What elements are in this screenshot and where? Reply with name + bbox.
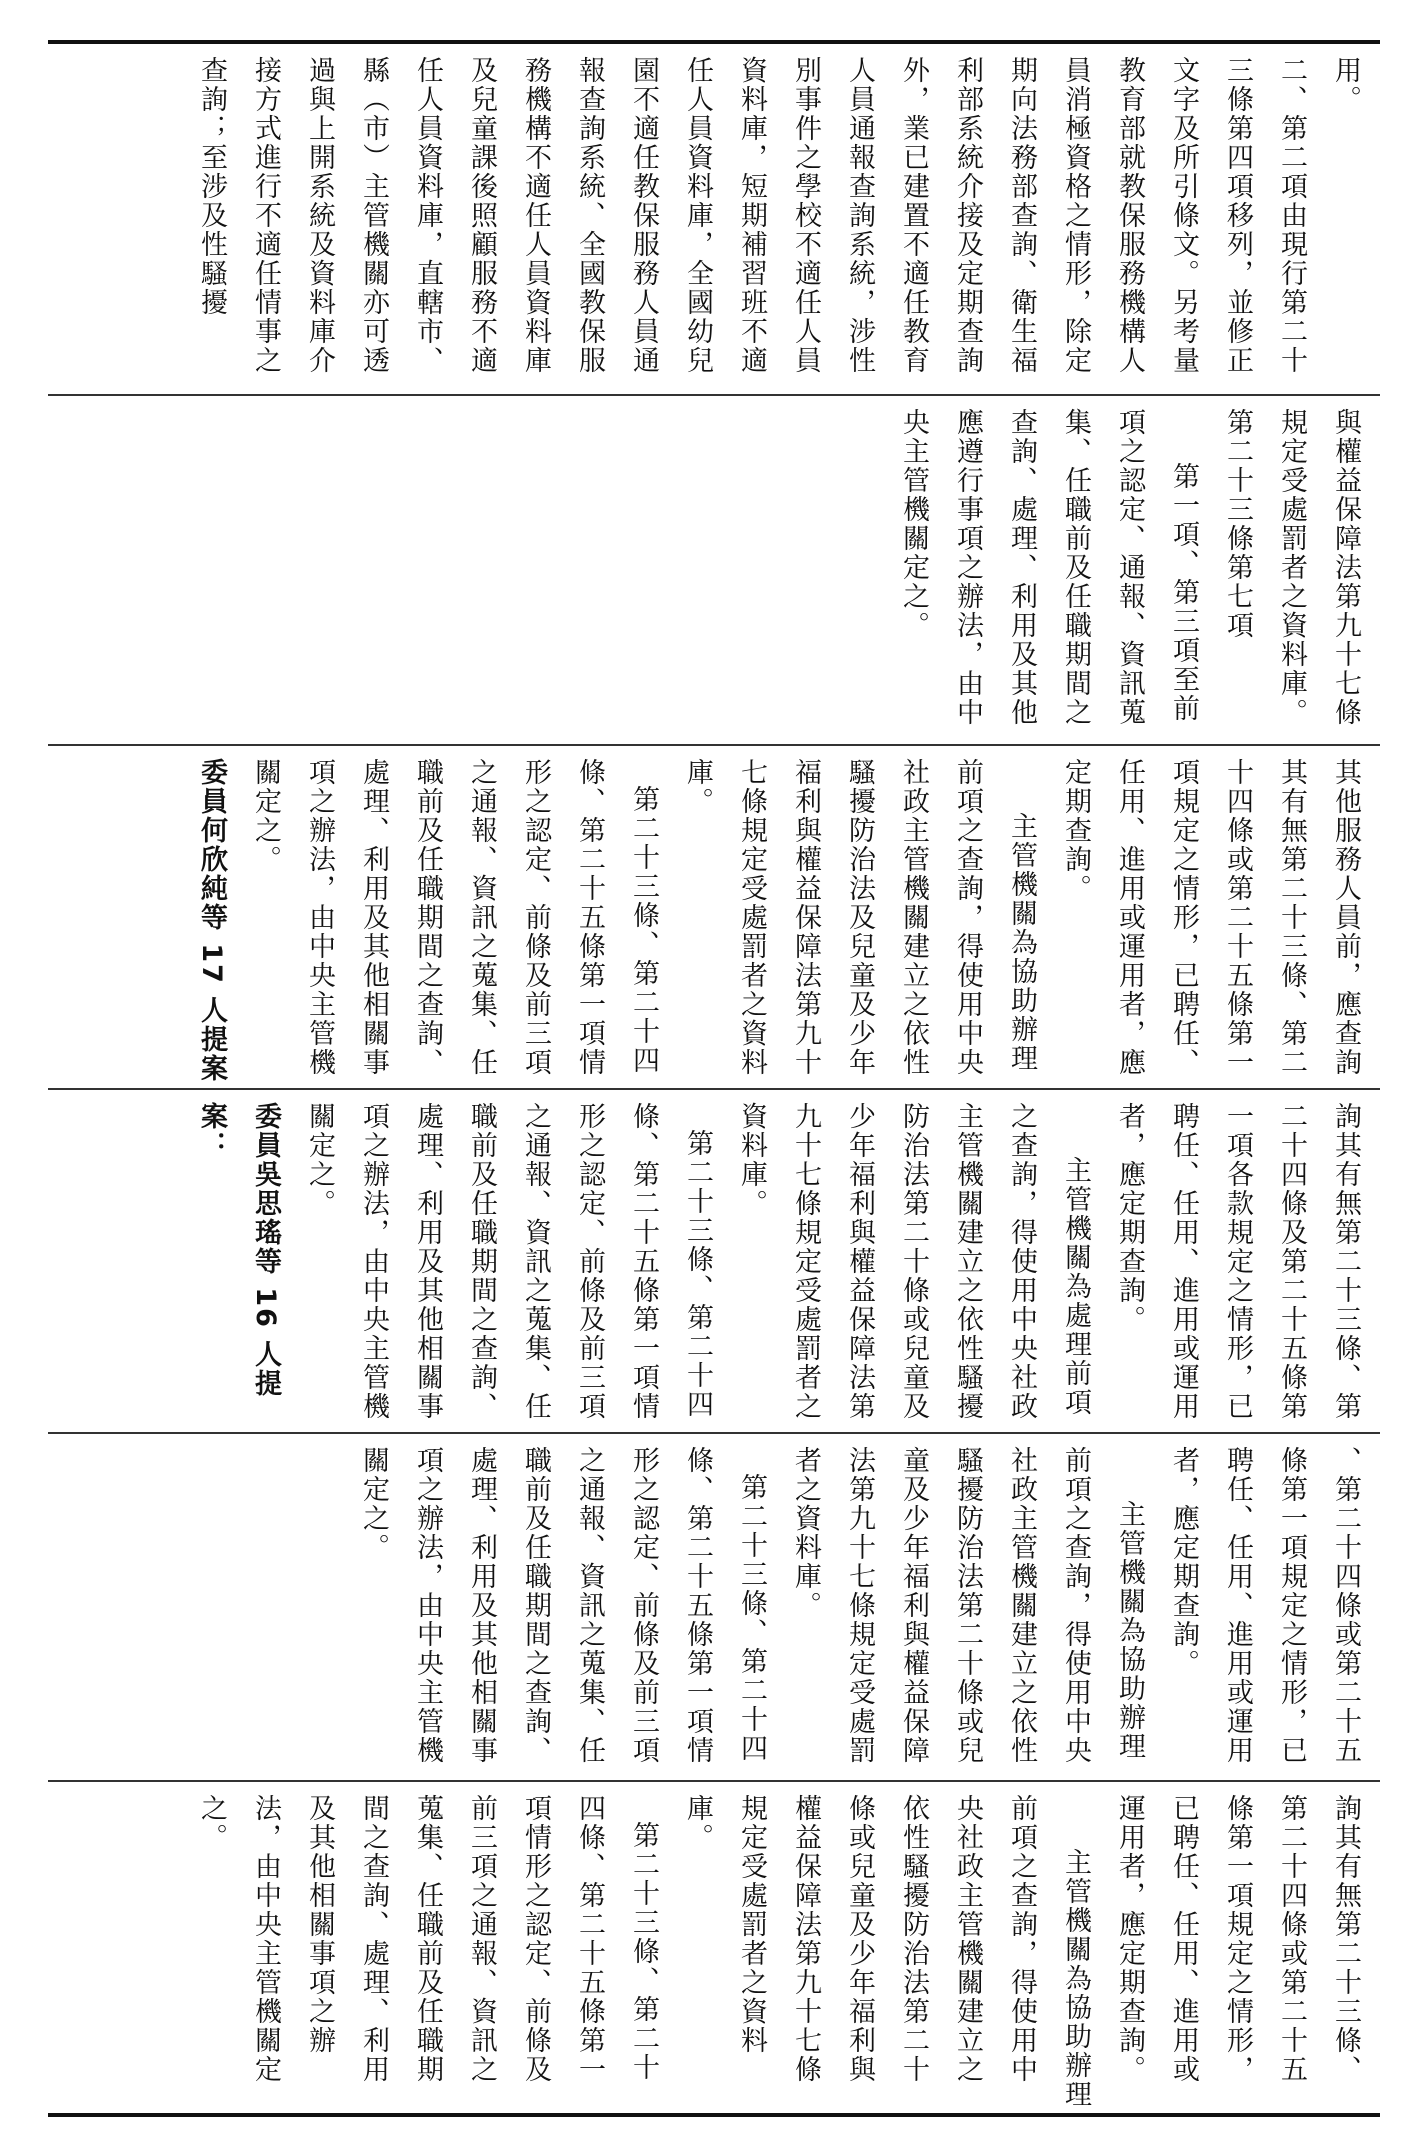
paragraph: 第二十三條、第二十四條、第二十五條第一項情形之認定、前條及前三項之通報、資訊之蒐集、任職前及任職期間之查詢、處理、利用及其他相關事項之辦法，由中央主管機關定之。 [196, 1794, 659, 2084]
paragraph: 第二十三條、第二十四條、第二十五條第一項情形之認定、前條及前三項之通報、資訊之蒐集、任職前及任職期間之查詢、處理、利用及其他相關事項之辦法，由中央主管機關定之。 [358, 1446, 767, 1765]
column-separator [48, 1088, 1380, 1090]
column-proposal-16 [56, 1094, 1372, 1430]
paragraph: 第一項、第三項至前項之認定、通報、資訊蒐集、任職前及任職期間之查詢、處理、利用及其他應遵行事項之辦法，由中央主管機關定之。 [898, 408, 1199, 727]
paragraph: 用。 [1330, 56, 1361, 114]
proposer-signature: 委員吳思瑤等 16 人提案： [196, 1102, 281, 1399]
column-separator [48, 1780, 1380, 1782]
proposer-signature: 委員何欣純等 17 人提案 [196, 758, 227, 1084]
column-proposal-b [56, 1786, 1372, 2110]
paragraph: 、第二十四條或第二十五條第一項規定之情形，已聘任、任用、進用或運用者，應定期查詢。 [1168, 1446, 1361, 1765]
paragraph: 主管機關為協助辦理前項之查詢，得使用中央社政主管機關建立之依性騷擾防治法第二十條或兒童及少年福利與權益保障法第九十七條規定受處罰者之資料庫。 [682, 1794, 1091, 2109]
paragraph: 主管機關為協助辦理前項之查詢，得使用中央社政主管機關建立之依性騷擾防治法第二十條或兒童及少年福利與權益保障法第九十七條規定受處罰者之資料庫。 [790, 1446, 1145, 1765]
column-separator [48, 394, 1380, 396]
bottom-rule [48, 2113, 1380, 2117]
top-rule [48, 40, 1380, 44]
paragraph: 主管機關為協助辦理前項之查詢，得使用中央社政主管機關建立之依性騷擾防治法及兒童及少年福利與權益保障法第九十七條規定受處罰者之資料庫。 [682, 758, 1037, 1077]
column-current-law [56, 400, 1372, 742]
paragraph: 二、第二項由現行第二十三條第四項移列，並修正文字及所引條文。另考量教育部就教保服務機構人員消極資格之情形，除定期向法務部查詢、衛生福利部系統介接及定期查詢外，業已建置不適任教育人員通報查詢系統，涉性別事件之學校不適任人員資料庫，短期補習班不適任人員資料庫，全國幼兒園不適任教保服務人員通報查詢系統、全國教保服務機構不適任人員資料庫及兒童課後照顧服務不適任人員資料庫，直轄市、縣（市）主管機關亦可透過與上開系統及資料庫介接方式進行不適任情事之查詢；至涉及性騷擾 [196, 56, 1307, 375]
paragraph: 主管機關為處理前項之查詢，得使用中央社政主管機關建立之依性騷擾防治法第二十條或兒童及少年福利與權益保障法第九十七條規定受處罰者之資料庫。 [736, 1102, 1091, 1421]
paragraph: 詢其有無第二十三條、第二十四條及第二十五條第一項各款規定之情形，已聘任、任用、進用或運用者，應定期查詢。 [1114, 1102, 1361, 1421]
column-proposal-17 [56, 750, 1372, 1086]
paragraph: 詢其有無第二十三條、第二十四條或第二十五條第一項規定之情形，已聘任、任用、進用或運用者，應定期查詢。 [1114, 1794, 1361, 2084]
paragraph: 第二十三條、第二十四條、第二十五條第一項情形之認定、前條及前三項之通報、資訊之蒐集、任職前及任職期間之查詢、處理、利用及其他相關事項之辦法，由中央主管機關定之。 [250, 758, 659, 1077]
paragraph: 其他服務人員前，應查詢其有無第二十三條、第二十四條或第二十五條第一項規定之情形，已聘任、任用、進用或運用者，應定期查詢。 [1060, 758, 1361, 1077]
paragraph: 第二十三條、第二十四條、第二十五條第一項情形之認定、前條及前三項之通報、資訊之蒐集、任職前及任職期間之查詢、處理、利用及其他相關事項之辦法，由中央主管機關定之。 [304, 1102, 713, 1421]
column-explanation [56, 48, 1372, 392]
column-separator [48, 744, 1380, 746]
paragraph: 與權益保障法第九十七條規定受處罰者之資料庫。 [1276, 408, 1361, 727]
paragraph: 第二十三條第七項 [1222, 408, 1253, 640]
column-proposal-a [56, 1438, 1372, 1778]
column-separator [48, 1432, 1380, 1434]
